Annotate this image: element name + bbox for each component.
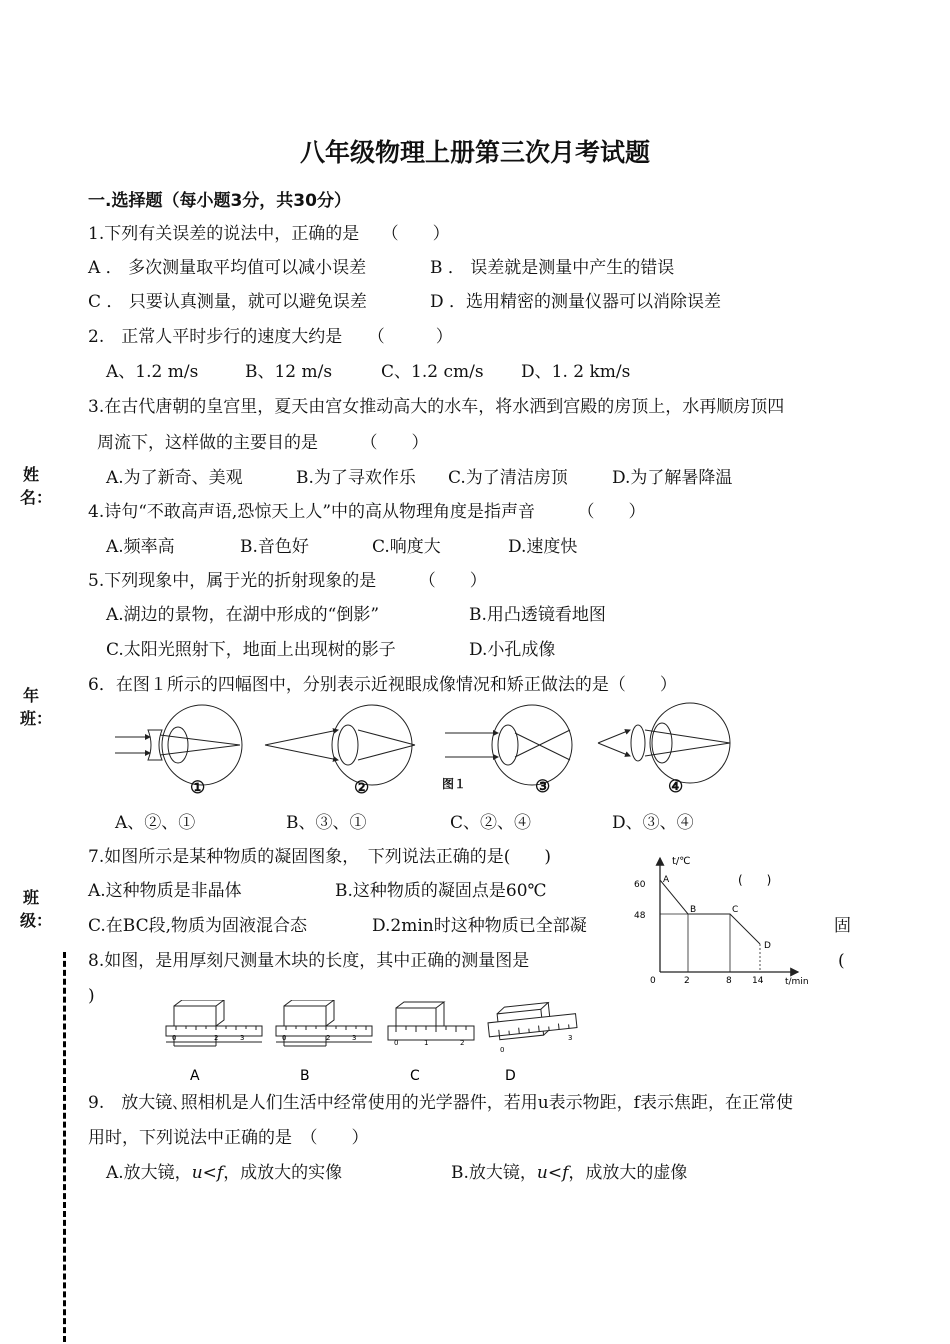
q9-option-b-math: u<f: [536, 1163, 569, 1183]
q7-stem: 7.如图所示是某种物质的凝固图象， 下列说法正确的是( ): [88, 847, 551, 867]
q6-option-b: B、③、①: [286, 813, 367, 833]
q6-option-d: D、③、④: [612, 813, 694, 833]
q3-option-b: B.为了寻欢作乐: [296, 468, 416, 488]
q5-option-d: D.小孔成像: [469, 640, 556, 660]
graph-point-c: C: [732, 905, 739, 915]
q7-option-d-tail: 固: [834, 916, 851, 936]
ruler-figure-c: [388, 1002, 474, 1040]
q7-option-b: B.这种物质的凝固点是60℃: [335, 881, 547, 901]
q6-option-c: C、②、④: [450, 813, 532, 833]
q8-paren-close: ): [88, 986, 95, 1006]
q1-option-d: D ．选用精密的测量仪器可以消除误差: [430, 292, 722, 312]
ruler-a-tick-3: 3: [240, 1034, 245, 1042]
eye-label-3: ③: [535, 777, 551, 797]
q4-stem: 4.诗句“不敢高声语,恐惊天上人”中的高从物理角度是指声音 （ ）: [88, 502, 646, 522]
ruler-figure-b: [276, 1000, 372, 1046]
ruler-d-tick-3: 3: [568, 1034, 573, 1042]
q4-option-a: A.频率高: [106, 537, 175, 557]
q9-option-a-math: u<f: [191, 1163, 224, 1183]
q2-option-b: B、12 m/s: [245, 362, 333, 382]
q4-option-d: D.速度快: [508, 537, 578, 557]
ruler-c-tick-2: 2: [460, 1039, 465, 1047]
eye-label-2: ②: [354, 778, 370, 798]
graph-paren: ( ): [738, 873, 772, 887]
side-label-name: 姓 名：: [20, 465, 53, 507]
eye-diagram-1: [115, 705, 242, 785]
q1-stem: 1.下列有关误差的说法中，正确的是 （ ）: [88, 224, 450, 244]
ruler-label-a: A: [190, 1068, 200, 1084]
q9-option-b: [451, 1162, 687, 1184]
q1-option-a: A ． 多次测量取平均值可以减小误差: [88, 258, 367, 278]
ruler-figures: [160, 1000, 590, 1088]
ruler-d-tick-0: 0: [500, 1046, 505, 1054]
q3-option-c: C.为了清洁房顶: [448, 468, 568, 488]
q5-option-b: B.用凸透镜看地图: [469, 605, 606, 625]
q1-option-c: C ． 只要认真测量，就可以避免误差: [88, 292, 367, 312]
q9-option-b-suffix: ，成放大的虚像: [568, 1163, 688, 1183]
q9-option-a-prefix: A.放大镜，: [106, 1163, 192, 1183]
q2-option-a: A、1.2 m/s: [106, 362, 199, 382]
ruler-label-c: C: [410, 1068, 420, 1084]
ruler-b-tick-0: 0: [282, 1034, 287, 1042]
q8-paren-open: (: [838, 951, 845, 971]
graph-point-b: B: [690, 905, 697, 915]
section-heading: 一.选择题（每小题3分，共30分）: [88, 191, 351, 211]
binding-dashed-line: [63, 952, 66, 1342]
ruler-label-d: D: [505, 1068, 516, 1084]
solidification-graph: [630, 852, 820, 992]
q4-option-b: B.音色好: [240, 537, 309, 557]
ruler-a-tick-0: 0: [172, 1034, 177, 1042]
q6-option-a: A、②、①: [115, 813, 196, 833]
q1-option-b: B ． 误差就是测量中产生的错误: [430, 258, 675, 278]
graph-y48: 48: [634, 911, 646, 921]
q8-stem: 8.如图，是用厚刻尺测量木块的长度，其中正确的测量图是: [88, 951, 530, 971]
q5-option-a: A.湖边的景物，在湖中形成的“倒影”: [106, 605, 380, 625]
eye-diagram-4: [598, 703, 730, 783]
q9-stem-line1: 9. 放大镜､照相机是人们生活中经常使用的光学器件，若用u表示物距，f表示焦距，在正常使: [88, 1093, 793, 1113]
q5-option-c: C.太阳光照射下，地面上出现树的影子: [106, 640, 396, 660]
graph-xlabel: t/min: [785, 977, 809, 987]
graph-x14: 14: [752, 976, 764, 986]
q9-option-a-suffix: ，成放大的实像: [223, 1163, 343, 1183]
eye-diagram-2: [265, 705, 415, 785]
ruler-c-tick-1: 1: [424, 1039, 429, 1047]
graph-x2: 2: [684, 976, 690, 986]
graph-point-d: D: [764, 941, 771, 951]
ruler-label-b: B: [300, 1068, 310, 1084]
ruler-figure-d: [487, 1000, 578, 1041]
q2-option-d: D、1. 2 km/s: [521, 362, 631, 382]
q7-option-c: C.在BC段,物质为固液混合态: [88, 916, 308, 936]
eye-label-1: ①: [190, 778, 206, 798]
q3-stem-line1: 3.在古代唐朝的皇宫里，夏天由宫女推动高大的水车，将水洒到宫殿的房顶上，水再顺房顶四: [88, 397, 785, 417]
q9-option-b-prefix: B.放大镜，: [451, 1163, 537, 1183]
q7-option-a: A.这种物质是非晶体: [88, 881, 242, 901]
side-label-grade: 班 级：: [20, 888, 53, 930]
graph-ylabel: t/℃: [672, 856, 691, 867]
ruler-a-tick-2: 2: [214, 1034, 219, 1042]
page-title: 八年级物理上册第三次月考试题: [299, 138, 650, 167]
ruler-c-tick-0: 0: [394, 1039, 399, 1047]
q4-option-c: C.响度大: [372, 537, 441, 557]
eye-diagrams-figure: [110, 700, 750, 798]
q5-stem: 5.下列现象中，属于光的折射现象的是 （ ）: [88, 571, 487, 591]
ruler-b-tick-3: 3: [352, 1034, 357, 1042]
q9-option-a: [106, 1162, 342, 1184]
graph-point-a: A: [663, 875, 670, 885]
q6-stem: 6．在图１所示的四幅图中，分别表示近视眼成像情况和矫正做法的是（ ）: [88, 675, 677, 695]
graph-y60: 60: [634, 880, 646, 890]
eye-label-4: ④: [668, 777, 684, 797]
q9-stem-line2: 用时，下列说法中正确的是 （ ）: [88, 1128, 369, 1148]
q2-option-c: C、1.2 cm/s: [381, 362, 484, 382]
q3-option-d: D.为了解暑降温: [612, 468, 733, 488]
q3-option-a: A.为了新奇、美观: [106, 468, 243, 488]
ruler-b-tick-2: 2: [326, 1034, 331, 1042]
q2-stem: 2. 正常人平时步行的速度大约是 （ ）: [88, 327, 453, 347]
side-label-class: 年 班：: [20, 686, 53, 728]
q3-stem-line2: 周流下，这样做的主要目的是 （ ）: [97, 433, 429, 453]
graph-x8: 8: [726, 976, 732, 986]
q7-option-d: D.2min时这种物质已全部凝: [372, 916, 587, 936]
figure-1-label: 图１: [442, 777, 467, 791]
graph-x0: 0: [650, 976, 656, 986]
